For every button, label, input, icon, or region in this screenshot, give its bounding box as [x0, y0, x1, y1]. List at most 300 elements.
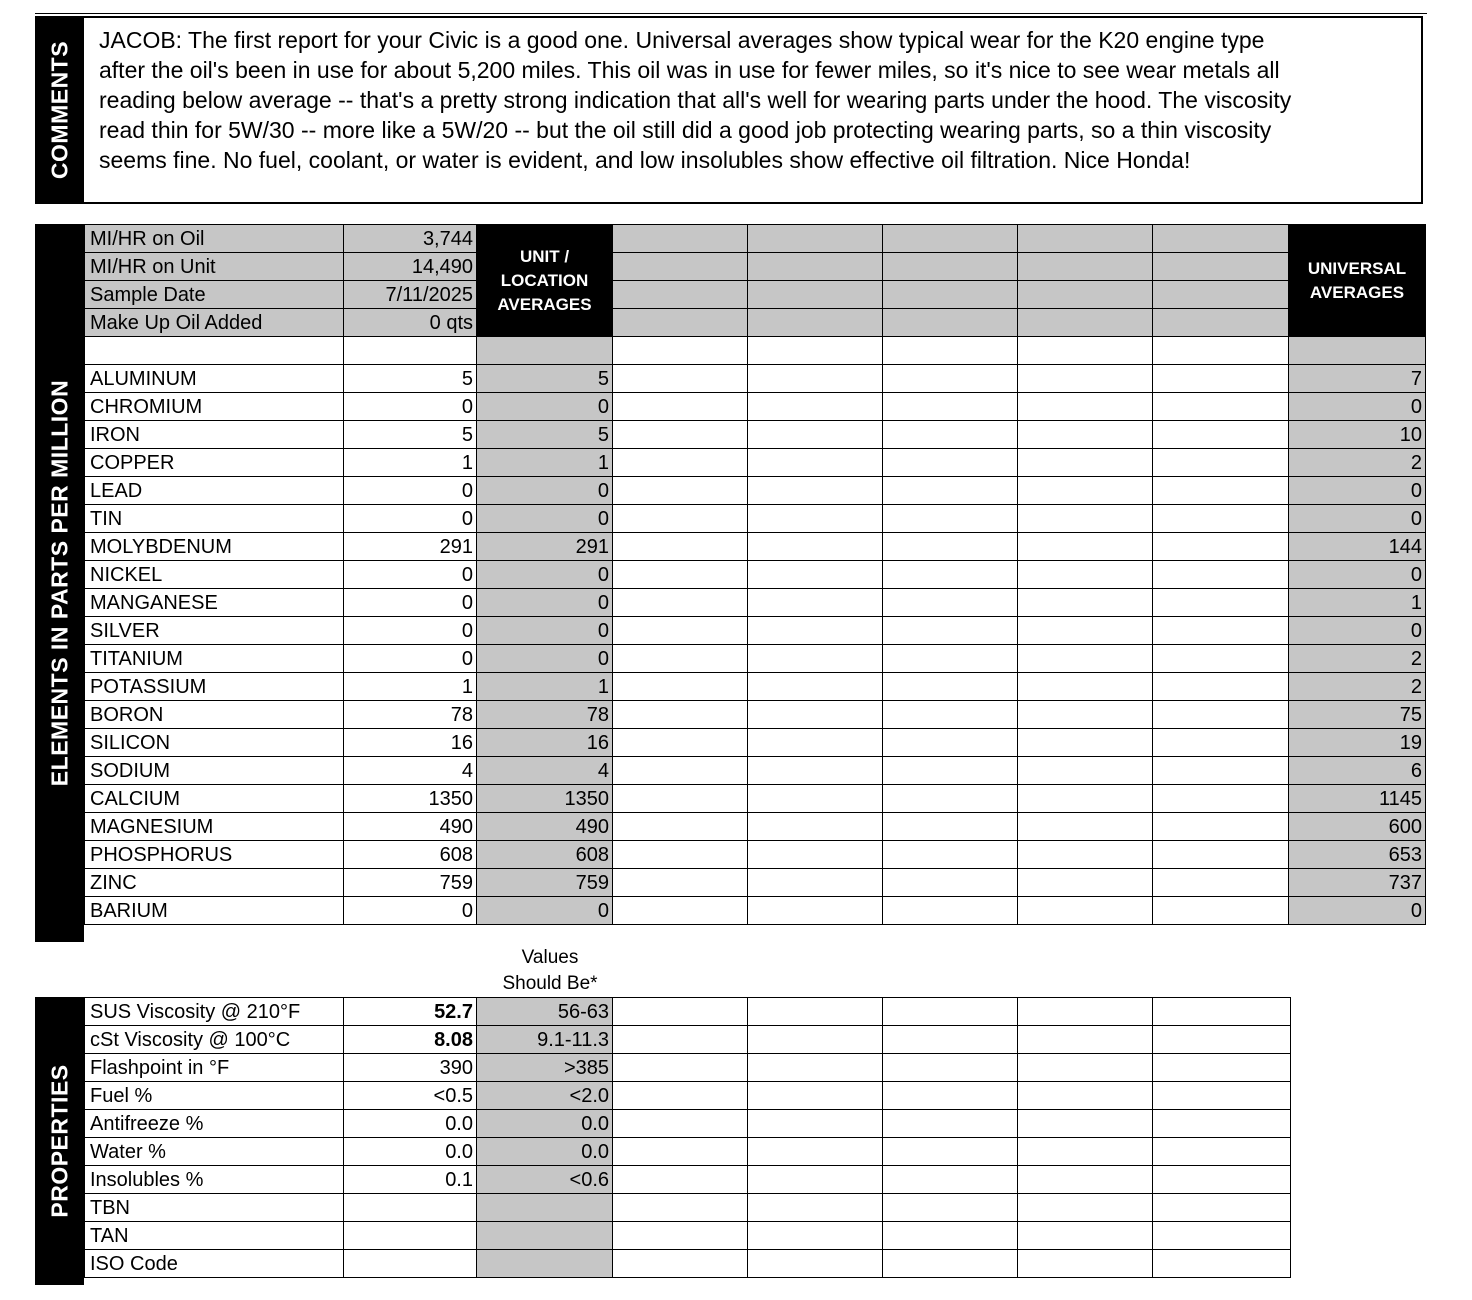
element-unit-avg: 1	[477, 673, 613, 701]
element-name: SILICON	[85, 729, 344, 757]
comments-side-text: COMMENTS	[46, 40, 72, 180]
info-label: MI/HR on Unit	[85, 253, 344, 281]
history-cell	[1018, 1250, 1153, 1278]
history-cell	[883, 393, 1018, 421]
element-name: BARIUM	[85, 897, 344, 925]
element-universal-avg: 7	[1289, 365, 1426, 393]
history-cell	[1153, 998, 1291, 1026]
history-cell	[613, 1082, 748, 1110]
history-cell	[748, 869, 883, 897]
element-name: BORON	[85, 701, 344, 729]
history-cell	[748, 1110, 883, 1138]
property-name: ISO Code	[85, 1250, 344, 1278]
element-name: MANGANESE	[85, 589, 344, 617]
history-cell	[748, 365, 883, 393]
table-row	[85, 813, 1426, 841]
values-should-be-caption	[480, 945, 620, 997]
history-cell	[1153, 449, 1289, 477]
history-cell	[883, 869, 1018, 897]
table-row	[85, 998, 1291, 1026]
history-cell	[748, 533, 883, 561]
element-unit-avg: 1350	[477, 785, 613, 813]
spacer-cell	[883, 337, 1018, 365]
table-row	[85, 897, 1426, 925]
history-cell	[1018, 1138, 1153, 1166]
element-name: LEAD	[85, 477, 344, 505]
property-value: 52.7	[344, 998, 477, 1026]
history-cell	[748, 505, 883, 533]
property-value	[344, 1250, 477, 1278]
element-universal-avg: 0	[1289, 393, 1426, 421]
history-cell	[613, 1222, 748, 1250]
history-cell	[748, 1138, 883, 1166]
property-name: SUS Viscosity @ 210°F	[85, 998, 344, 1026]
table-row	[85, 505, 1426, 533]
history-cell	[748, 701, 883, 729]
history-cell	[1153, 1138, 1291, 1166]
history-cell	[1018, 477, 1153, 505]
element-name: NICKEL	[85, 561, 344, 589]
element-universal-avg: 2	[1289, 449, 1426, 477]
history-cell	[883, 253, 1018, 281]
history-cell	[1018, 225, 1153, 253]
spacer-cell	[613, 337, 748, 365]
history-cell	[883, 1250, 1018, 1278]
table-row	[85, 701, 1426, 729]
history-cell	[748, 1166, 883, 1194]
history-cell	[748, 841, 883, 869]
table-row	[85, 869, 1426, 897]
table-row	[85, 729, 1426, 757]
element-value: 5	[344, 365, 477, 393]
history-cell	[613, 1138, 748, 1166]
element-value: 1	[344, 449, 477, 477]
history-cell	[613, 757, 748, 785]
element-universal-avg: 0	[1289, 505, 1426, 533]
element-unit-avg: 0	[477, 505, 613, 533]
property-name: Fuel %	[85, 1082, 344, 1110]
table-row	[85, 841, 1426, 869]
history-cell	[883, 505, 1018, 533]
history-cell	[1018, 785, 1153, 813]
history-cell	[883, 617, 1018, 645]
element-unit-avg: 759	[477, 869, 613, 897]
history-cell	[748, 1082, 883, 1110]
info-row	[85, 253, 1426, 281]
history-cell	[748, 225, 883, 253]
history-cell	[1153, 701, 1289, 729]
history-cell	[1018, 1166, 1153, 1194]
element-unit-avg: 78	[477, 701, 613, 729]
history-cell	[613, 225, 748, 253]
element-unit-avg: 0	[477, 617, 613, 645]
element-unit-avg: 1	[477, 449, 613, 477]
history-cell	[883, 645, 1018, 673]
history-cell	[748, 253, 883, 281]
history-cell	[1153, 1054, 1291, 1082]
property-value: 390	[344, 1054, 477, 1082]
info-row	[85, 309, 1426, 337]
history-cell	[1018, 645, 1153, 673]
table-row	[85, 1194, 1291, 1222]
values-should-be-line1: Values	[521, 947, 579, 968]
spacer-cell	[344, 337, 477, 365]
property-name: TBN	[85, 1194, 344, 1222]
spacer-cell	[477, 337, 613, 365]
history-cell	[613, 1054, 748, 1082]
element-unit-avg: 608	[477, 841, 613, 869]
properties-side-text: PROPERTIES	[46, 1064, 72, 1218]
table-row	[85, 617, 1426, 645]
history-cell	[748, 393, 883, 421]
history-cell	[748, 281, 883, 309]
element-unit-avg: 5	[477, 421, 613, 449]
history-cell	[1153, 477, 1289, 505]
history-cell	[1018, 421, 1153, 449]
history-cell	[748, 785, 883, 813]
property-value	[344, 1222, 477, 1250]
history-cell	[748, 757, 883, 785]
history-cell	[1018, 1222, 1153, 1250]
property-should-be: 0.0	[477, 1110, 613, 1138]
table-row	[85, 1054, 1291, 1082]
element-value: 0	[344, 561, 477, 589]
element-value: 5	[344, 421, 477, 449]
history-cell	[1153, 645, 1289, 673]
elements-side-text: ELEMENTS IN PARTS PER MILLION	[46, 379, 72, 787]
history-cell	[613, 421, 748, 449]
element-name: TITANIUM	[85, 645, 344, 673]
history-cell	[613, 589, 748, 617]
history-cell	[613, 645, 748, 673]
history-cell	[1153, 785, 1289, 813]
history-cell	[883, 1026, 1018, 1054]
elements-side-label	[35, 224, 84, 942]
element-value: 291	[344, 533, 477, 561]
history-cell	[613, 813, 748, 841]
element-universal-avg: 1145	[1289, 785, 1426, 813]
element-name: CALCIUM	[85, 785, 344, 813]
info-value: 14,490	[344, 253, 477, 281]
history-cell	[883, 533, 1018, 561]
history-cell	[883, 729, 1018, 757]
table-row	[85, 1026, 1291, 1054]
element-name: ZINC	[85, 869, 344, 897]
history-cell	[883, 309, 1018, 337]
table-row	[85, 561, 1426, 589]
element-name: SILVER	[85, 617, 344, 645]
element-universal-avg: 737	[1289, 869, 1426, 897]
element-universal-avg: 19	[1289, 729, 1426, 757]
history-cell	[613, 449, 748, 477]
history-cell	[748, 617, 883, 645]
history-cell	[1153, 533, 1289, 561]
table-row	[85, 1138, 1291, 1166]
history-cell	[748, 1222, 883, 1250]
element-unit-avg: 4	[477, 757, 613, 785]
table-row	[85, 1082, 1291, 1110]
element-value: 608	[344, 841, 477, 869]
history-cell	[1018, 281, 1153, 309]
element-value: 490	[344, 813, 477, 841]
comments-text: JACOB: The first report for your Civic is a good one. Universal averages show typical wear for the K20 engine type after the oil's been in use for about 5,200 miles. This oil was in use for fewer miles, so it's nice to see wear metals all reading below average -- that's a pretty strong indication that all's well for wearing parts under the hood. The viscosity read thin for 5W/30 -- more like a 5W/20 -- but the oil still did a good job protecting wearing parts, so a thin viscosity seems fine. No fuel, coolant, or water is evident, and low insolubles show effective oil filtration. Nice Honda!	[99, 27, 1292, 173]
history-cell	[883, 673, 1018, 701]
element-value: 1	[344, 673, 477, 701]
history-cell	[613, 505, 748, 533]
elements-table	[84, 224, 1426, 925]
table-row	[85, 1166, 1291, 1194]
history-cell	[1153, 1166, 1291, 1194]
history-cell	[748, 449, 883, 477]
history-cell	[883, 589, 1018, 617]
table-row	[85, 477, 1426, 505]
history-cell	[1153, 1250, 1291, 1278]
history-cell	[613, 477, 748, 505]
element-universal-avg: 75	[1289, 701, 1426, 729]
history-cell	[1153, 365, 1289, 393]
element-unit-avg: 16	[477, 729, 613, 757]
info-row	[85, 281, 1426, 309]
element-universal-avg: 2	[1289, 673, 1426, 701]
history-cell	[613, 841, 748, 869]
history-cell	[1153, 1194, 1291, 1222]
table-row	[85, 533, 1426, 561]
info-label: Sample Date	[85, 281, 344, 309]
element-value: 0	[344, 477, 477, 505]
history-cell	[1153, 309, 1289, 337]
element-unit-avg: 0	[477, 897, 613, 925]
history-cell	[613, 309, 748, 337]
property-name: TAN	[85, 1222, 344, 1250]
history-cell	[883, 225, 1018, 253]
history-cell	[1018, 1082, 1153, 1110]
history-cell	[748, 589, 883, 617]
table-row	[85, 449, 1426, 477]
history-cell	[1018, 729, 1153, 757]
property-value: 0.0	[344, 1138, 477, 1166]
comments-side-label	[35, 16, 84, 204]
history-cell	[1018, 1110, 1153, 1138]
history-cell	[613, 253, 748, 281]
spacer-cell	[1018, 337, 1153, 365]
history-cell	[1018, 589, 1153, 617]
history-cell	[748, 421, 883, 449]
table-row	[85, 673, 1426, 701]
history-cell	[748, 561, 883, 589]
spacer-cell	[1153, 337, 1289, 365]
history-cell	[748, 1054, 883, 1082]
history-cell	[1018, 841, 1153, 869]
property-name: Antifreeze %	[85, 1110, 344, 1138]
property-should-be	[477, 1222, 613, 1250]
table-row	[85, 1110, 1291, 1138]
element-value: 0	[344, 617, 477, 645]
element-universal-avg: 2	[1289, 645, 1426, 673]
property-name: Water %	[85, 1138, 344, 1166]
element-unit-avg: 5	[477, 365, 613, 393]
spacer-cell	[85, 337, 344, 365]
history-cell	[613, 393, 748, 421]
element-value: 4	[344, 757, 477, 785]
history-cell	[613, 533, 748, 561]
property-value: 8.08	[344, 1026, 477, 1054]
history-cell	[1153, 421, 1289, 449]
history-cell	[1153, 561, 1289, 589]
history-cell	[1018, 561, 1153, 589]
history-cell	[748, 998, 883, 1026]
history-cell	[1153, 757, 1289, 785]
element-unit-avg: 0	[477, 589, 613, 617]
property-should-be: 56-63	[477, 998, 613, 1026]
table-row	[85, 393, 1426, 421]
values-should-be-line2: Should Be*	[502, 973, 598, 994]
history-cell	[883, 813, 1018, 841]
history-cell	[1018, 701, 1153, 729]
history-cell	[748, 1194, 883, 1222]
history-cell	[1153, 869, 1289, 897]
history-cell	[748, 1026, 883, 1054]
element-universal-avg: 10	[1289, 421, 1426, 449]
property-should-be: <2.0	[477, 1082, 613, 1110]
history-cell	[1018, 1054, 1153, 1082]
property-value: 0.1	[344, 1166, 477, 1194]
history-cell	[1153, 729, 1289, 757]
property-should-be: >385	[477, 1054, 613, 1082]
history-cell	[613, 785, 748, 813]
history-cell	[883, 1166, 1018, 1194]
property-should-be: <0.6	[477, 1166, 613, 1194]
history-cell	[613, 701, 748, 729]
element-unit-avg: 490	[477, 813, 613, 841]
element-name: PHOSPHORUS	[85, 841, 344, 869]
element-name: COPPER	[85, 449, 344, 477]
element-value: 78	[344, 701, 477, 729]
history-cell	[748, 897, 883, 925]
history-cell	[748, 813, 883, 841]
history-cell	[613, 998, 748, 1026]
history-cell	[748, 729, 883, 757]
property-value: <0.5	[344, 1082, 477, 1110]
element-universal-avg: 0	[1289, 897, 1426, 925]
element-universal-avg: 0	[1289, 477, 1426, 505]
history-cell	[883, 998, 1018, 1026]
history-cell	[613, 1026, 748, 1054]
element-name: SODIUM	[85, 757, 344, 785]
history-cell	[883, 1054, 1018, 1082]
element-universal-avg: 1	[1289, 589, 1426, 617]
property-value: 0.0	[344, 1110, 477, 1138]
info-value: 3,744	[344, 225, 477, 253]
history-cell	[613, 1250, 748, 1278]
history-cell	[613, 281, 748, 309]
element-name: POTASSIUM	[85, 673, 344, 701]
history-cell	[613, 617, 748, 645]
element-universal-avg: 600	[1289, 813, 1426, 841]
table-row	[85, 421, 1426, 449]
info-label: MI/HR on Oil	[85, 225, 344, 253]
history-cell	[1153, 1222, 1291, 1250]
history-cell	[1018, 253, 1153, 281]
element-unit-avg: 0	[477, 477, 613, 505]
history-cell	[613, 897, 748, 925]
history-cell	[1153, 589, 1289, 617]
comments-box	[84, 16, 1423, 204]
history-cell	[1018, 897, 1153, 925]
history-cell	[613, 1110, 748, 1138]
history-cell	[1153, 393, 1289, 421]
history-cell	[1018, 365, 1153, 393]
element-universal-avg: 144	[1289, 533, 1426, 561]
element-value: 0	[344, 645, 477, 673]
history-cell	[1153, 673, 1289, 701]
element-universal-avg: 6	[1289, 757, 1426, 785]
element-value: 0	[344, 897, 477, 925]
property-value	[344, 1194, 477, 1222]
history-cell	[883, 421, 1018, 449]
spacer-cell	[1289, 337, 1426, 365]
property-should-be: 0.0	[477, 1138, 613, 1166]
history-cell	[1153, 841, 1289, 869]
property-name: Insolubles %	[85, 1166, 344, 1194]
history-cell	[748, 477, 883, 505]
history-cell	[883, 785, 1018, 813]
element-universal-avg: 653	[1289, 841, 1426, 869]
history-cell	[883, 757, 1018, 785]
element-unit-avg: 291	[477, 533, 613, 561]
table-row	[85, 645, 1426, 673]
history-cell	[883, 365, 1018, 393]
spacer-cell	[748, 337, 883, 365]
history-cell	[1153, 281, 1289, 309]
history-cell	[883, 1222, 1018, 1250]
element-name: ALUMINUM	[85, 365, 344, 393]
element-unit-avg: 0	[477, 561, 613, 589]
history-cell	[883, 281, 1018, 309]
table-row	[85, 1222, 1291, 1250]
history-cell	[748, 309, 883, 337]
history-cell	[883, 701, 1018, 729]
history-cell	[883, 1082, 1018, 1110]
history-cell	[613, 869, 748, 897]
history-cell	[613, 1194, 748, 1222]
info-value: 7/11/2025	[344, 281, 477, 309]
table-row	[85, 757, 1426, 785]
property-should-be: 9.1-11.3	[477, 1026, 613, 1054]
element-name: IRON	[85, 421, 344, 449]
history-cell	[1018, 1026, 1153, 1054]
element-name: TIN	[85, 505, 344, 533]
element-value: 16	[344, 729, 477, 757]
history-cell	[748, 673, 883, 701]
top-rule	[35, 13, 1427, 14]
info-value: 0 qts	[344, 309, 477, 337]
element-value: 1350	[344, 785, 477, 813]
history-cell	[1153, 225, 1289, 253]
history-cell	[1018, 998, 1153, 1026]
history-cell	[748, 1250, 883, 1278]
history-cell	[883, 841, 1018, 869]
history-cell	[1018, 449, 1153, 477]
spacer-row	[85, 337, 1426, 365]
history-cell	[883, 1110, 1018, 1138]
history-cell	[1018, 813, 1153, 841]
property-name: Flashpoint in °F	[85, 1054, 344, 1082]
table-row	[85, 365, 1426, 393]
element-universal-avg: 0	[1289, 617, 1426, 645]
history-cell	[883, 1138, 1018, 1166]
unit-location-averages-header: UNIT / LOCATION AVERAGES	[477, 225, 613, 337]
history-cell	[613, 673, 748, 701]
